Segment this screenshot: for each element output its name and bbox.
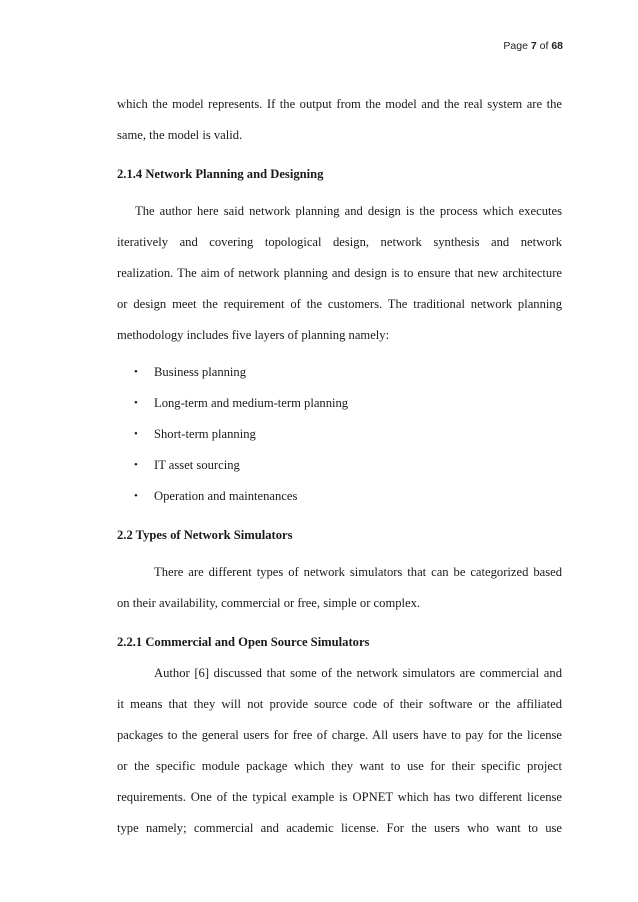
page-number (503, 40, 563, 52)
page-number-prefix: Page (503, 40, 528, 52)
planning-layers-list (117, 357, 562, 512)
paragraph-line: packages to the general users for free of charge. All users have to pay for the license (117, 728, 562, 742)
page-number-current: 7 (530, 40, 537, 52)
paragraph-line: requirements. One of the typical example is OPNET which has two different license (117, 790, 562, 804)
list-item-text: Short-term planning (154, 427, 256, 441)
section-2-1-4-paragraph (117, 196, 562, 351)
section-heading-2-2: 2.2 Types of Network Simulators (117, 528, 293, 542)
list-item-text: IT asset sourcing (154, 458, 240, 472)
bullet-icon: • (134, 397, 138, 409)
paragraph-line: on their availability, commercial or free, simple or complex. (117, 596, 421, 610)
section-heading-2-1-4: 2.1.4 Network Planning and Designing (117, 167, 324, 181)
paragraph-line: Author [6] discussed that some of the network simulators are commercial and (154, 666, 562, 680)
paragraph-line: it means that they will not provide source code of their software or the affiliated (117, 697, 562, 711)
section-heading-2-2-1: 2.2.1 Commercial and Open Source Simulators (117, 635, 370, 649)
bullet-icon: • (134, 490, 138, 502)
list-item-text: Operation and maintenances (154, 489, 298, 503)
list-item (117, 388, 562, 419)
section-2-2-1-paragraph (117, 658, 562, 844)
page-number-total: 68 (551, 40, 563, 52)
list-item-text: Long-term and medium-term planning (154, 396, 349, 410)
paragraph-line: or design meet the requirement of the customers. The traditional network planning (117, 297, 562, 311)
paragraph-line: There are different types of network simulators that can be categorized based (154, 565, 562, 579)
paragraph-line: type namely; commercial and academic license. For the users who want to use (117, 821, 562, 835)
list-item (117, 419, 562, 450)
list-item (117, 357, 562, 388)
list-item (117, 450, 562, 481)
list-item-text: Business planning (154, 365, 247, 379)
section-2-2-paragraph (117, 557, 562, 619)
paragraph-line: realization. The aim of network planning and design is to ensure that new architecture (117, 266, 562, 280)
continuation-line: same, the model is valid. (117, 128, 243, 142)
bullet-icon: • (134, 428, 138, 440)
paragraph-line: or the specific module package which they want to use for their specific project (117, 759, 562, 773)
document-body (117, 89, 562, 844)
bullet-icon: • (134, 366, 138, 378)
list-item (117, 481, 562, 512)
continuation-line: which the model represents. If the output from the model and the real system are the (117, 97, 562, 111)
page-number-of: of (539, 40, 549, 52)
bullet-icon: • (134, 459, 138, 471)
paragraph-line: methodology includes five layers of planning namely: (117, 328, 390, 342)
paragraph-line: The author here said network planning and design is the process which executes (135, 204, 562, 218)
paragraph-line: iteratively and covering topological design, network synthesis and network (117, 235, 562, 249)
